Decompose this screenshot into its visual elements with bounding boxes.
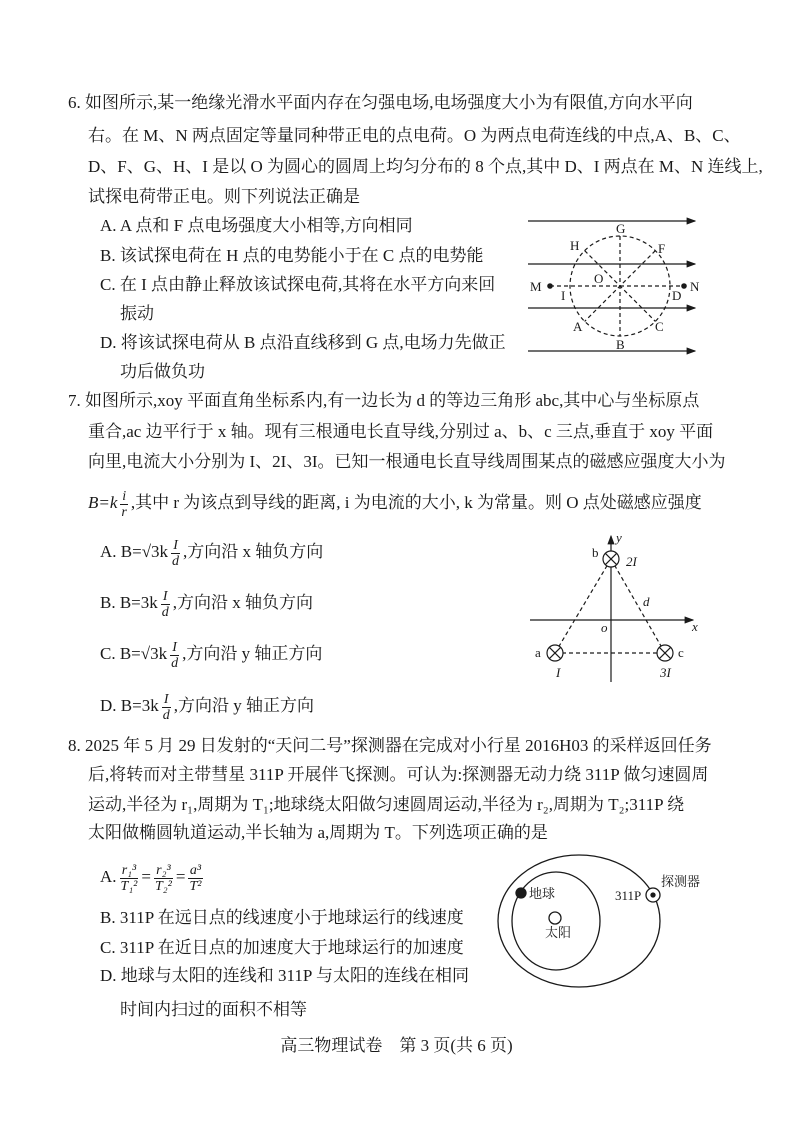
sun-icon — [549, 912, 561, 924]
q6-option-d: D. 将该试探电荷从 B 点沿直线移到 G 点,电场力先做正 — [100, 333, 506, 352]
probe-orbit-icon — [646, 888, 660, 902]
denominator: d — [172, 553, 180, 569]
denominator: d — [161, 604, 169, 620]
fraction — [187, 863, 203, 894]
q7-option-c — [100, 634, 322, 674]
option-lhs: C. B=√3k — [100, 644, 168, 663]
q6-stem-line: D、F、G、H、I 是以 O 为圆心的圆周上均匀分布的 8 个点,其中 D、I 两点在 M、N 连线上, — [88, 157, 763, 176]
q8-option-b: B. 311P 在远日点的线速度小于地球运行的线速度 — [100, 908, 464, 927]
label-b: b — [592, 545, 599, 560]
numerator: I — [173, 537, 178, 553]
label-x: x — [692, 619, 698, 634]
q6-option-c: C. 在 I 点由静止释放该试探电荷,其将在水平方向来回 — [100, 275, 496, 294]
q6-stem-line: 试探电荷带正电。则下列说法正确是 — [88, 187, 360, 206]
numerator: I — [172, 639, 177, 655]
label-earth: 地球 — [529, 886, 556, 901]
numerator: I — [162, 588, 168, 604]
numerator: a³ — [189, 862, 202, 878]
earth-orbit — [512, 872, 600, 970]
fraction — [153, 863, 174, 894]
option-label: A. — [100, 867, 117, 886]
q8-stem-line: 太阳做椭圆轨道运动,半长轴为 a,周期为 T。下列选项正确的是 — [88, 823, 548, 842]
option-lhs: D. B=3k — [100, 696, 159, 715]
label-o: O — [594, 271, 604, 286]
q7-figure-labels — [535, 530, 698, 680]
label-current-a: I — [556, 665, 561, 680]
q7-stem-line: 向里,电流大小分别为 I、2I、3I。已知一根通电长直导线周围某点的磁感应强度大小为 — [88, 452, 726, 471]
page-footer: 高三物理试卷 第 3 页(共 6 页) — [280, 1036, 513, 1055]
option-rest: ,方向沿 y 轴正方向 — [182, 644, 323, 663]
label-c: c — [678, 645, 684, 660]
q8-stem-line: 运动,半径为 r₁,周期为 T₁;地球绕太阳做匀速圆周运动,半径为 r₂,周期为 T₂;311P 绕 — [88, 795, 685, 814]
wire-a-into-page-icon — [547, 645, 563, 661]
option-rest: ,方向沿 x 轴负方向 — [183, 542, 324, 561]
q6-figure-labels — [530, 221, 700, 352]
fraction — [119, 489, 128, 520]
comet-orbit — [498, 855, 660, 987]
label-a: A — [573, 319, 583, 334]
fa-dashed-line — [585, 251, 656, 322]
fraction — [119, 863, 140, 894]
option-lhs: A. B=√3k — [100, 542, 169, 561]
fraction — [161, 692, 172, 723]
label-current-c: 3I — [660, 665, 671, 680]
q6-option-c-cont: 振动 — [120, 304, 154, 323]
numerator: r₁³ — [121, 862, 137, 878]
fraction — [170, 538, 181, 569]
option-lhs: B. B=3k — [100, 593, 158, 612]
triangle-side-bc — [611, 559, 665, 653]
hc-dashed-line — [585, 251, 656, 322]
q7-wire-diagram — [530, 536, 693, 682]
q8-option-a — [100, 857, 205, 897]
label-d: D — [672, 288, 682, 303]
label-origin: o — [601, 620, 608, 635]
q7-option-b — [100, 583, 313, 623]
option-rest: ,方向沿 x 轴负方向 — [172, 593, 314, 612]
q7-stem-line: 重合,ac 边平行于 x 轴。现有三根通电长直导线,分别过 a、b、c 三点,垂直于 xoy 平面 — [88, 422, 714, 441]
charge-m-dot — [548, 284, 552, 288]
q8-stem-line: 8. 2025 年 5 月 29 日发射的“天问二号”探测器在完成对小行星 2016H03 的采样返回任务 — [68, 736, 712, 755]
q8-orbit-diagram — [498, 855, 660, 987]
q6-stem-line: 右。在 M、N 两点固定等量同种带正电的点电荷。O 为两点电荷连线的中点,A、B、C、 — [88, 126, 741, 145]
equals-sign: = — [175, 867, 186, 886]
label-a: a — [535, 645, 541, 660]
q6-option-a: A. A 点和 F 点电场强度大小相等,方向相同 — [100, 216, 413, 235]
wire-b-into-page-icon — [603, 551, 619, 567]
q7-stem-line: 7. 如图所示,xoy 平面直角坐标系内,有一边长为 d 的等边三角形 abc,其中心与坐标原点 — [68, 391, 700, 410]
label-n: N — [690, 279, 700, 294]
label-sun: 太阳 — [545, 925, 572, 940]
label-g: G — [616, 221, 626, 236]
q6-stem-line: 6. 如图所示,某一绝缘光滑水平面内存在匀强电场,电场强度大小为有限值,方向水平向 — [68, 93, 693, 112]
q6-option-b: B. 该试探电荷在 H 点的电势能小于在 C 点的电势能 — [100, 246, 484, 265]
q8-stem-line: 后,将转而对主带彗星 311P 开展伴飞探测。可认为:探测器无动力绕 311P 做匀速圆周 — [88, 765, 709, 784]
fraction — [160, 589, 171, 620]
wire-c-into-page-icon — [657, 645, 673, 661]
label-d: d — [643, 594, 650, 609]
label-y: y — [616, 530, 622, 545]
numerator: i — [122, 488, 127, 504]
q8-option-d-cont: 时间内扫过的面积不相等 — [120, 1000, 307, 1019]
option-rest: ,方向沿 y 轴正方向 — [173, 696, 314, 715]
denominator: d — [171, 655, 179, 671]
q8-option-d: D. 地球与太阳的连线和 311P 与太阳的连线在相同 — [100, 966, 469, 985]
label-probe: 探测器 — [661, 874, 701, 889]
denominator: T² — [189, 878, 202, 894]
q6-option-d-cont: 功后做负功 — [120, 362, 205, 381]
label-m: M — [530, 279, 542, 294]
label-comet: 311P — [615, 888, 642, 903]
numerator: I — [163, 691, 169, 707]
q6-field-diagram — [528, 221, 695, 351]
equals-sign: = — [141, 867, 151, 886]
label-c: C — [655, 319, 664, 334]
q7-formula-line — [88, 483, 702, 523]
numerator: r₂³ — [156, 862, 171, 878]
label-b: B — [616, 337, 625, 352]
label-current-b: 2I — [626, 554, 637, 569]
label-f: F — [658, 241, 666, 256]
q7-option-d — [100, 686, 314, 726]
q7-option-a — [100, 532, 323, 572]
denominator: r — [121, 504, 127, 520]
charge-n-dot — [682, 284, 686, 288]
denominator: d — [162, 707, 170, 723]
dashed-circle — [570, 236, 670, 336]
comet-dot-icon — [651, 893, 655, 897]
formula-lhs: B=k — [88, 493, 118, 512]
earth-icon — [516, 888, 526, 898]
formula-rest: ,其中 r 为该点到导线的距离, i 为电流的大小, k 为常量。则 O 点处磁感应强度 — [130, 493, 702, 512]
q8-figure-labels — [529, 874, 700, 940]
fraction — [169, 640, 180, 671]
label-i: I — [561, 288, 566, 303]
label-h: H — [570, 238, 580, 253]
triangle-side-ab — [555, 559, 611, 653]
denominator: T₁² — [120, 878, 138, 894]
denominator: T₂² — [154, 878, 172, 894]
q8-option-c: C. 311P 在近日点的加速度大于地球运行的加速度 — [100, 938, 464, 957]
